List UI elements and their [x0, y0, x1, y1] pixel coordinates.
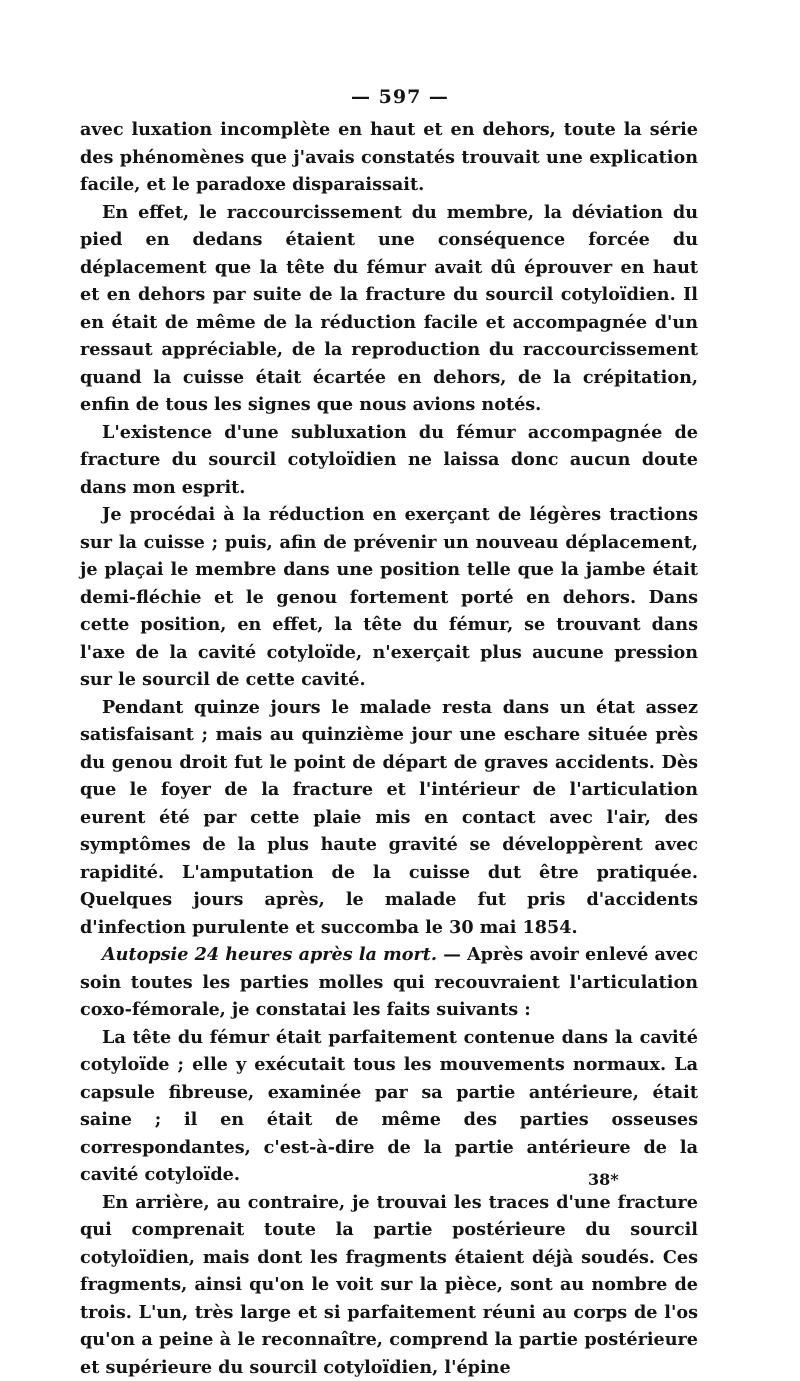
signature-mark: 38*	[588, 1170, 619, 1189]
paragraph-3-text: L'existence d'une subluxation du fémur accompagnée de fracture du sourcil cotyloïdien ne laissa donc aucun doute dans mon esprit.	[80, 422, 698, 498]
paragraph-1-text: avec luxation incomplète en haut et en dehors, toute la série des phénomènes que j'avais constatés trouvait une explication facile, et le paradoxe disparaissait.	[80, 119, 698, 195]
paragraph-6-text: — Après avoir enlevé avec soin toutes les parties molles qui recouvraient l'articulation coxo-fémorale, je constatai les faits suivants :	[80, 944, 698, 1020]
page-number: — 597 —	[0, 86, 800, 108]
paragraph-3	[80, 419, 698, 502]
paragraph-7	[80, 1024, 698, 1189]
paragraph-1	[80, 116, 698, 199]
paragraph-2-text: En effet, le raccourcissement du membre, la déviation du pied en dedans étaient une conséquence forcée du déplacement que la tête du fémur avait dû éprouver en haut et en dehors par suite de la fracture du sourcil cotyloïdien. Il en était de même de la réduction facile et accompagnée d'un ressaut appréciable, de la reproduction du raccourcissement quand la cuisse était écartée en dehors, de la crépitation, enfin de tous les signes que nous avions notés.	[80, 202, 698, 416]
paragraph-8	[80, 1189, 698, 1381]
paragraph-4	[80, 501, 698, 694]
autopsy-heading: Autopsie 24 heures après la mort.	[102, 944, 437, 965]
paragraph-5	[80, 694, 698, 942]
paragraph-6	[80, 941, 698, 1024]
paragraph-2	[80, 199, 698, 419]
paragraph-8-text: En arrière, au contraire, je trouvai les traces d'une fracture qui comprenait toute la partie postérieure du sourcil cotyloïdien, mais dont les fragments étaient déjà soudés. Ces fragments, ainsi qu'on le voit sur la pièce, sont au nombre de trois. L'un, très large et si parfaitement réuni au corps de l'os qu'on a peine à le reconnaître, comprend la partie postérieure et supérieure du sourcil cotyloïdien, l'épine	[80, 1192, 698, 1378]
body-text	[80, 116, 698, 1381]
paragraph-4-text: Je procédai à la réduction en exerçant de légères tractions sur la cuisse ; puis, afin de prévenir un nouveau déplacement, je plaçai le membre dans une position telle que la jambe était demi-fléchie et le genou fortement porté en dehors. Dans cette position, en effet, la tête du fémur, se trouvant dans l'axe de la cavité cotyloïde, n'exerçait plus aucune pression sur le sourcil de cette cavité.	[80, 504, 698, 690]
paragraph-7-text: La tête du fémur était parfaitement contenue dans la cavité cotyloïde ; elle y exécutait tous les mouvements normaux. La capsule fibreuse, examinée par sa partie antérieure, était saine ; il en était de même des parties osseuses correspondantes, c'est-à-dire de la partie antérieure de la cavité cotyloïde.	[80, 1027, 698, 1186]
paragraph-5-text: Pendant quinze jours le malade resta dans un état assez satisfaisant ; mais au quinzième jour une eschare située près du genou droit fut le point de départ de graves accidents. Dès que le foyer de la fracture et l'intérieur de l'articulation eurent été par cette plaie mis en contact avec l'air, des symptômes de la plus haute gravité se développèrent avec rapidité. L'amputation de la cuisse dut être pratiquée. Quelques jours après, le malade fut pris d'accidents d'infection purulente et succomba le 30 mai 1854.	[80, 697, 698, 938]
